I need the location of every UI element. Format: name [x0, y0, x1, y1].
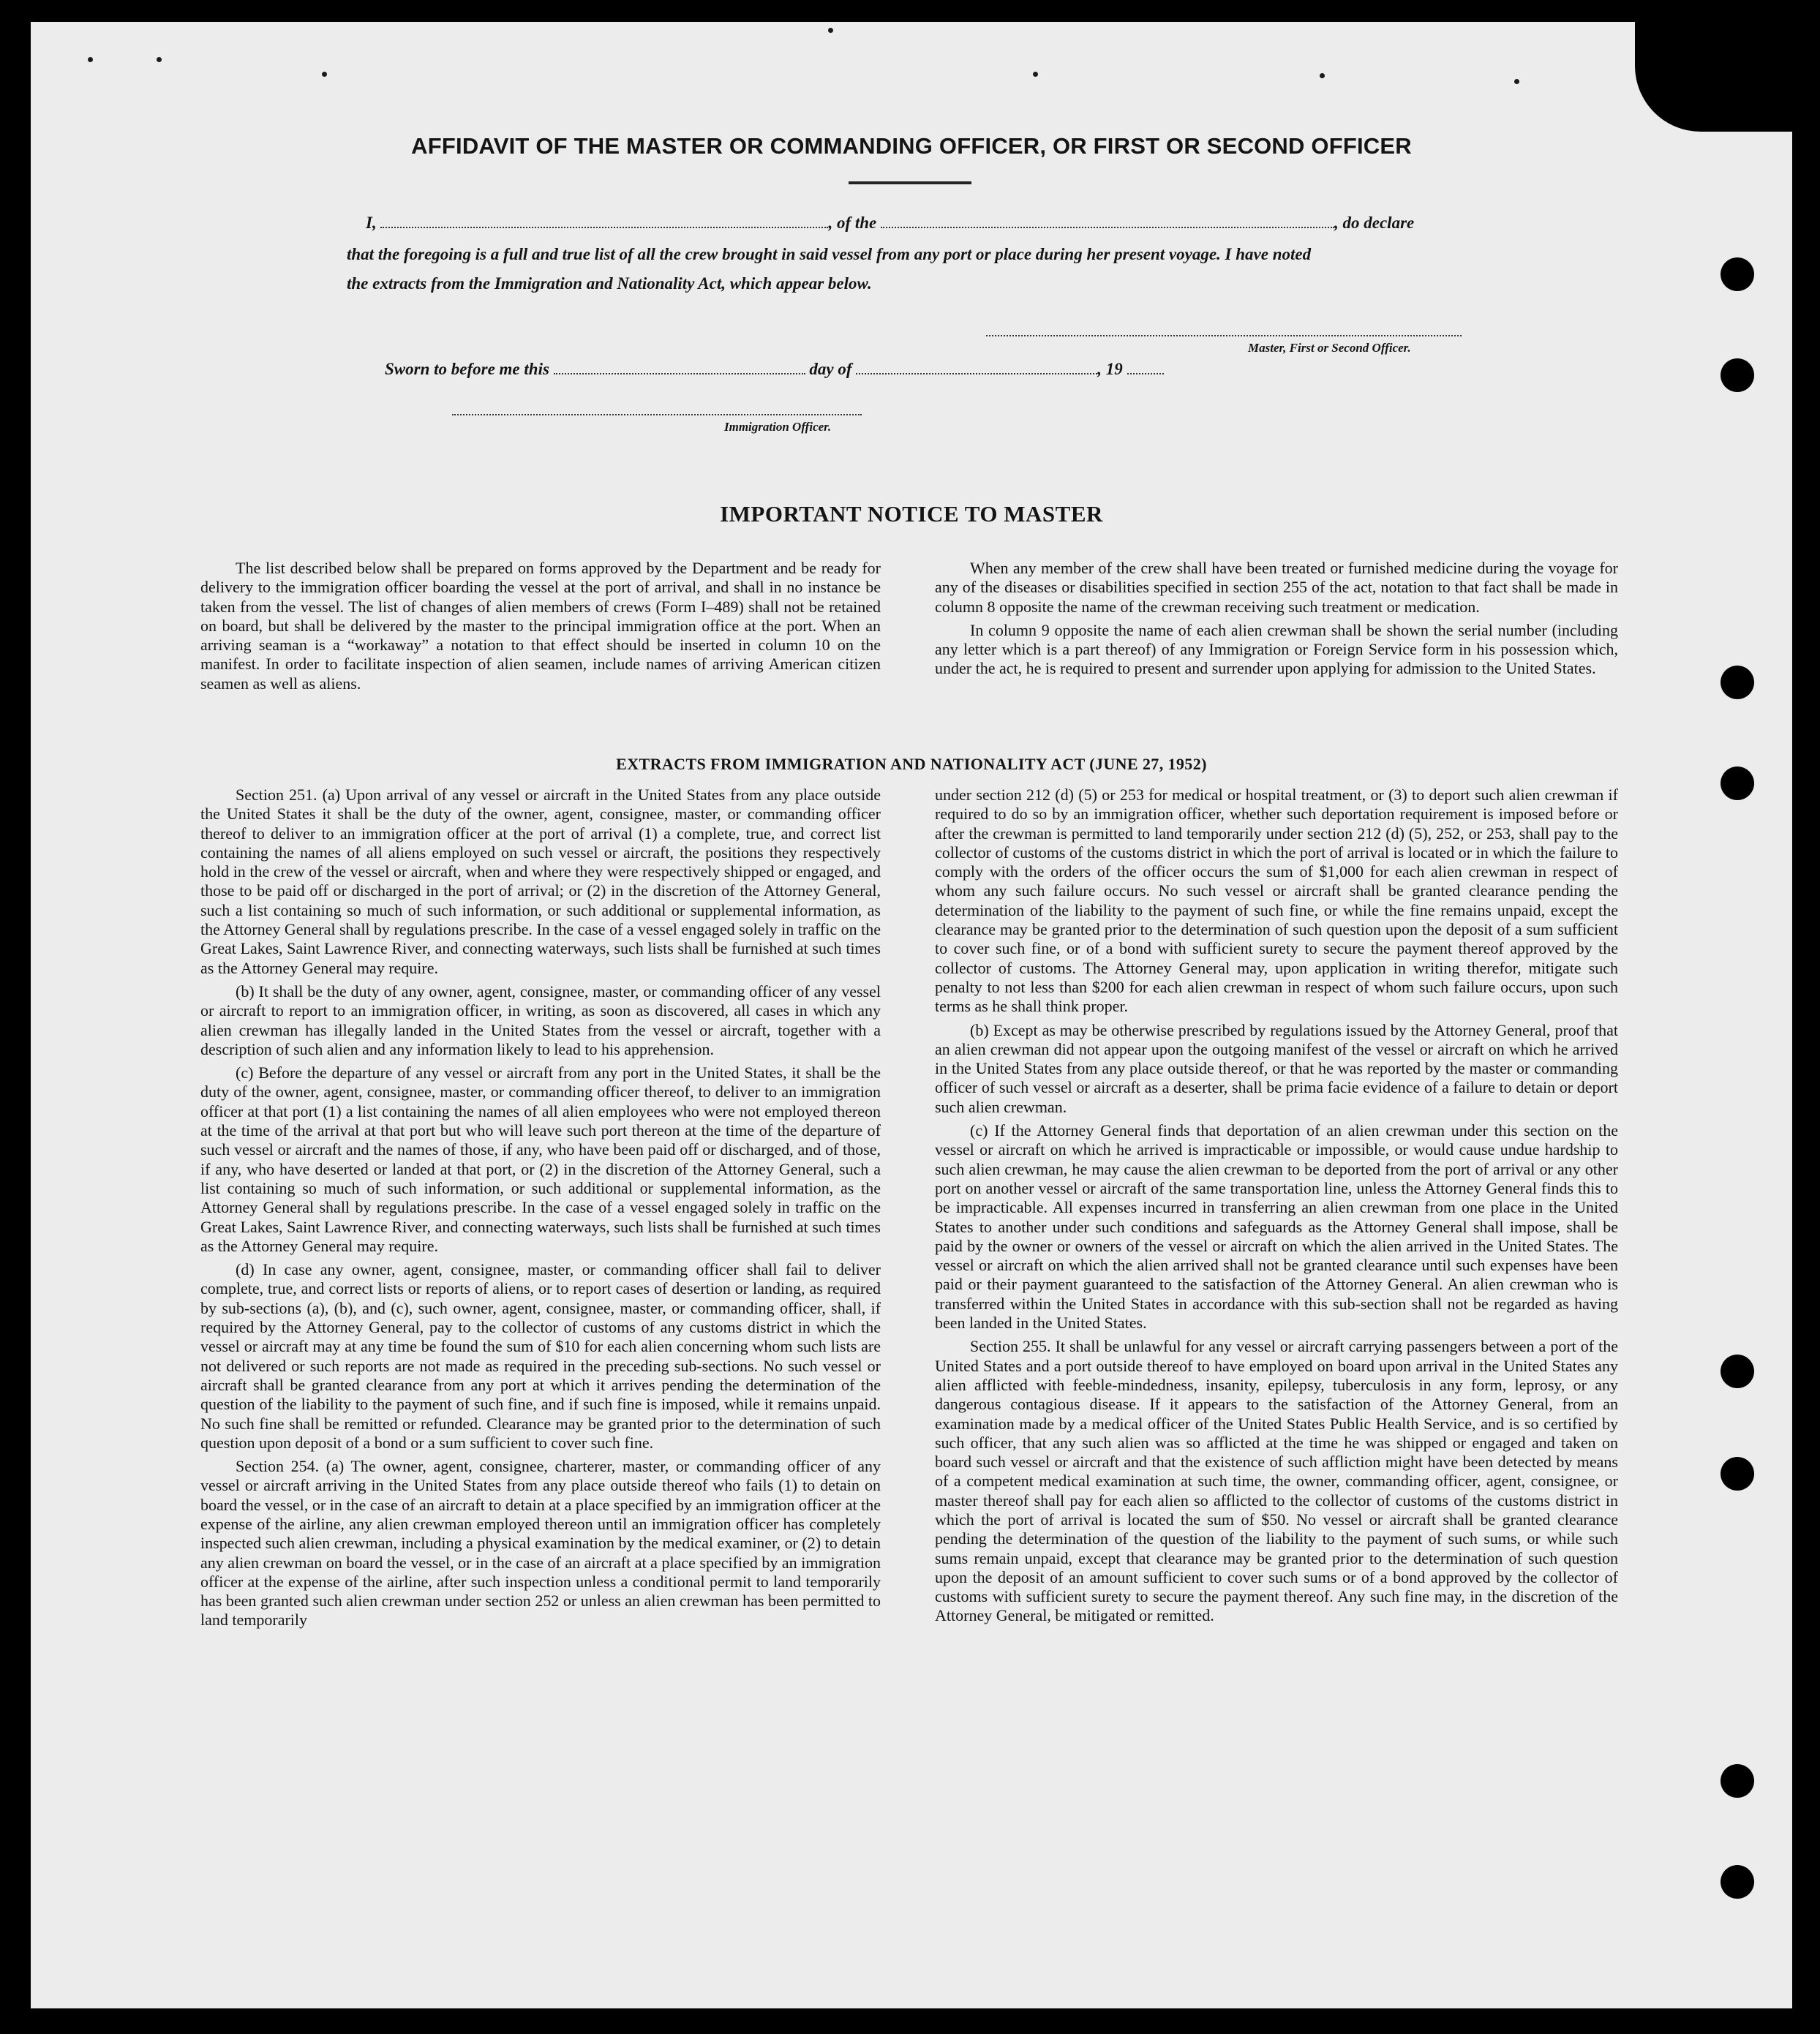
speck	[828, 28, 833, 33]
speck	[1514, 79, 1519, 84]
section-255: Section 255. It shall be unlawful for any vessel or aircraft carrying passengers between a port of the United States and a port outside thereof to have employed on board upon arrival in the United States any alien afflicted with feeble-mindedness, insanity, epilepsy, tuberculosis in any form, leprosy, or any dangerous contagious disease. If it appears to the satisfaction of the Attorney General, from an examination made by a medical officer of the United States Public Health Service, and is so certified by such officer, that any such alien was so afflicted at the time he was shipped or engaged and taken on board such vessel or aircraft and that the existence of such affliction might have been detected by means of a competent medical examination at such time, the owner, commanding officer, agent, consignee, or master thereof shall pay for each alien so afflicted to the collector of customs of the customs district in which the port of arrival is located the sum of $50. No vessel or aircraft shall be granted clearance pending the determination of the question of the liability to the payment of such sums, or while such sums remain unpaid, except that clearance may be granted prior to the determination of such question upon the deposit of an amount sufficient to cover such sums or of a bond approved by the collector of customs with sufficient surety to secure the payment thereof. Any such fine may, in the discretion of the Attorney General, be mitigated or remitted.	[935, 1337, 1618, 1625]
section-254-b: (b) Except as may be otherwise prescribed by regulations issued by the Attorney General, proof that an alien crewman did not appear upon the outgoing manifest of the vessel or aircraft on which he arrived in the United States from any place outside thereof, or that he was reported by the master or commanding officer of such vessel or aircraft as a deserter, shall be prima facie evidence of a failure to detain or deport such alien crewman.	[935, 1020, 1618, 1116]
section-254-c: (c) If the Attorney General finds that deportation of an alien crewman under this section on the vessel or aircraft on which he arrived is impracticable or impossible, or would cause undue hardship to such alien crewman, he may cause the alien crewman to be deported from the port of arrival or any other port on another vessel or aircraft of the same transportation line, unless the Attorney General finds this to be impracticable. All expenses incurred in transferring an alien crewman from one place in the United States to another under such conditions and safeguards as the Attorney General shall impose, shall be paid by the owner or owners of the vessel or aircraft on which the alien arrived in the United States. The vessel or aircraft on which the alien arrived shall not be granted clearance until such expenses have been paid or their payment guaranteed to the satisfaction of the Attorney General. An alien crewman who is transferred within the United States in accordance with this sub-section shall not be regarded as having been landed in the United States.	[935, 1121, 1618, 1333]
notice-right-paragraph: In column 9 opposite the name of each alien crewman shall be shown the serial number (including any letter which is a part thereof) of any Immigration or Foreign Service form in his possession which, under the act, he is required to present and surrender upon applying for admission to the United States.	[935, 620, 1618, 678]
speck	[322, 72, 327, 77]
speck	[1320, 73, 1325, 78]
month-field[interactable]	[856, 372, 1097, 374]
section-251-a: Section 251. (a) Upon arrival of any vessel or aircraft in the United States from any place outside the United States it shall be the duty of the owner, agent, consignee, master, or commanding officer thereof to deliver to an immigration officer at the port of arrival (1) a complete, true, and correct list containing the names of all aliens employed on such vessel or aircraft, the positions they respectively hold in the crew of the vessel or aircraft, when and where they were respectively shipped or engaged, and those to be paid off or discharged in the port of arrival; or (2) in the discretion of the Attorney General, such a list containing so much of such information, or such additional or supplemental information, as the Attorney General shall by regulations prescribe. In the case of a vessel engaged solely in traffic on the Great Lakes, Saint Lawrence River, and connecting waterways, such lists shall be furnished at such times as the Attorney General may require.	[200, 786, 881, 977]
title-rule	[849, 181, 971, 184]
torn-corner	[1635, 22, 1792, 132]
binder-hole	[1721, 1865, 1754, 1899]
day-of-label: day of	[809, 360, 852, 378]
declaration-line	[366, 214, 1414, 233]
section-254-a: Section 254. (a) The owner, agent, consignee, charterer, master, or commanding officer of any vessel or aircraft arriving in the United States from any place outside thereof who fails (1) to detain on board the vessel, or in the case of an aircraft to detain at a place specified by an immigration officer at the expense of the airline, any alien crewman employed thereon until an immigration officer has completely inspected such alien crewman, including a physical examination by the medical examiner, or (2) to detain any alien crewman on board the vessel, or in the case of an aircraft at a place specified by an immigration officer at the expense of the airline, after such inspection unless a conditional permit to land temporarily has been granted such alien crewman under section 252 or unless an alien crewman has been permitted to land temporarily	[200, 1457, 881, 1630]
section-254-a-continued: under section 212 (d) (5) or 253 for medical or hospital treatment, or (3) to deport such alien crewman if required to do so by an immigration officer, whether such deportation requirement is imposed before or after the crewman is permitted to land temporarily under section 212 (d) (5), 252, or 253, shall pay to the collector of customs of the customs district in which the port of arrival is located or in which the failure to comply with the orders of the officer occurs the sum of $1,000 for each alien crewman in respect of whom any such failure occurs. No such vessel or aircraft shall be granted clearance pending the determination of the liability to the payment of such fine, or while the fine remains unpaid, except the clearance may be granted prior to the determination of such question upon the deposit of a sum sufficient to cover such fine, or of a bond with sufficient surety to secure the payment thereof approved by the collector of customs. The Attorney General may, upon application in writing therefor, mitigate such penalty to not less than $200 for each alien crewman in respect of whom such failure occurs, upon such terms as he shall think proper.	[935, 786, 1618, 1016]
year-field[interactable]	[1127, 372, 1164, 374]
binder-hole	[1721, 257, 1754, 291]
section-251-c: (c) Before the departure of any vessel or aircraft from any port in the United States, it shall be the duty of the owner, agent, consignee, master, or commanding officer thereof, to deliver to an immigration officer at that port (1) a list containing the names of all alien employees who were not employed thereon at the time of the arrival at that port but who will leave such port thereon at the time of the departure of such vessel or aircraft and the names of those, if any, who have been paid off or discharged, and of those, if any, who have deserted or landed at that port, or (2) in the discretion of the Attorney General, such a list containing so much of such information, or such additional or supplemental information, as the Attorney General shall by regulations prescribe. In the case of a vessel engaged solely in traffic on the Great Lakes, Saint Lawrence River, and connecting waterways, such lists shall be furnished at such times as the Attorney General may require.	[200, 1063, 881, 1255]
speck	[157, 57, 162, 62]
name-field[interactable]	[380, 226, 828, 228]
document-page	[31, 22, 1792, 2008]
do-declare-label: , do declare	[1334, 214, 1415, 232]
affidavit-title: AFFIDAVIT OF THE MASTER OR COMMANDING OFFICER, OR FIRST OR SECOND OFFICER	[411, 133, 1412, 159]
year-label: , 19	[1097, 360, 1123, 378]
binder-hole	[1721, 666, 1754, 699]
section-251-b: (b) It shall be the duty of any owner, agent, consignee, master, or commanding officer of any vessel or aircraft to report to an immigration officer, in writing, as soon as discovered, all cases in which any alien crewman has illegally landed in the United States from the vessel or aircraft, together with a description of such alien and any information likely to lead to his apprehension.	[200, 982, 881, 1058]
section-251-d: (d) In case any owner, agent, consignee, master, or commanding officer shall fail to deliver complete, true, and correct lists or reports of aliens, or to report cases of desertion or landing, as required by sub-sections (a), (b), and (c), such owner, agent, consignee, master, or commanding officer, shall, if required by the Attorney General, pay to the collector of customs of any customs district in which the vessel or aircraft may at any time be found the sum of $10 for each alien concerning whom such lists are not delivered or such reports are not made as required in the preceding sub-sections. No such vessel or aircraft shall be granted clearance from any port at which it arrives pending the determination of the question of the liability to the payment of such fine, and if such fine is imposed, while it remains unpaid. No such fine shall be remitted or refunded. Clearance may be granted prior to the determination of such question upon deposit of a bond or a sum sufficient to cover such fine.	[200, 1260, 881, 1452]
notice-left-column	[200, 559, 881, 693]
day-field[interactable]	[554, 372, 805, 374]
sworn-label: Sworn to before me this	[385, 360, 549, 378]
statement-line-2: the extracts from the Immigration and Nationality Act, which appear below.	[347, 274, 872, 293]
vessel-field[interactable]	[881, 226, 1334, 228]
extracts-left-column	[200, 786, 881, 1630]
notice-title: IMPORTANT NOTICE TO MASTER	[720, 501, 1103, 527]
speck	[88, 57, 93, 62]
notice-left-paragraph: The list described below shall be prepared on forms approved by the Department and be ready for delivery to the immigration officer boarding the vessel at the port of arrival, and shall in no instance be taken from the vessel. The list of changes of alien members of crews (Form I–489) shall not be retained on board, but shall be delivered by the master to the principal immigration office at the port. When an arriving seaman is a “workaway” a notation to that effect should be inserted in column 10 on the manifest. In order to facilitate inspection of alien seamen, include names of arriving American citizen seamen as well as aliens.	[200, 559, 881, 693]
master-signature-line[interactable]	[986, 335, 1462, 336]
of-the-label: , of the	[828, 214, 877, 232]
binder-hole	[1721, 1764, 1754, 1798]
statement-line-1: that the foregoing is a full and true list of all the crew brought in said vessel from any port or place during her present voyage. I have noted	[347, 245, 1312, 263]
master-caption: Master, First or Second Officer.	[1248, 341, 1411, 355]
extracts-right-column	[935, 786, 1618, 1626]
officer-signature-line[interactable]	[452, 414, 862, 415]
binder-hole	[1721, 358, 1754, 392]
binder-hole	[1721, 1457, 1754, 1491]
officer-caption: Immigration Officer.	[724, 420, 832, 434]
extracts-title: EXTRACTS FROM IMMIGRATION AND NATIONALITY ACT (JUNE 27, 1952)	[616, 755, 1207, 773]
notice-right-column	[935, 559, 1618, 679]
notice-right-paragraph: When any member of the crew shall have been treated or furnished medicine during the voyage for any of the diseases or disabilities specified in section 255 of the act, notation to that fact shall be made in column 8 opposite the name of the crewman receiving such treatment or medication.	[935, 559, 1618, 616]
speck	[1033, 72, 1038, 77]
binder-hole	[1721, 1355, 1754, 1388]
sworn-line	[385, 360, 1164, 379]
i-label: I,	[366, 214, 377, 232]
